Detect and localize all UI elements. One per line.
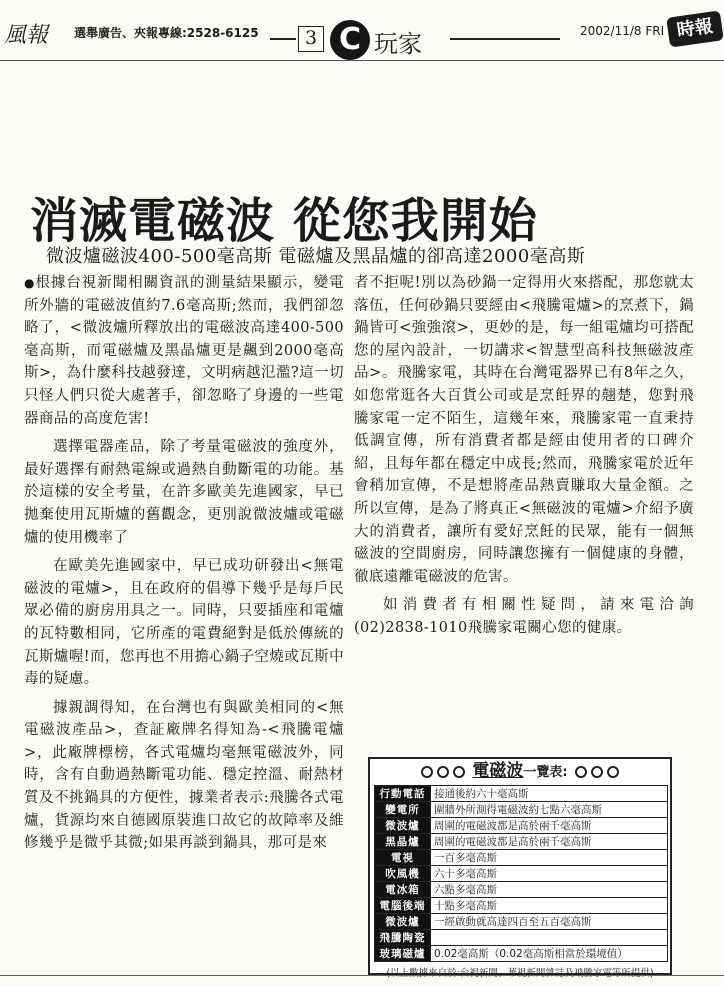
- article-paragraph: 者不拒呢!別以為砂鍋一定得用火來搭配，那您就太落伍，任何砂鍋只要經由<飛騰電爐>的烹煮下，鍋鍋皆可<強強滾>，更妙的是，每一組電爐均可搭配您的屋內設計，一切講求<智慧型高科技無磁波產品>。飛騰家電，其時在台灣電器界已有8年之久，如您常逛各大百貨公司或是烹飪界的翹楚，您對飛騰家電一定不陌生，這幾年來，飛騰家電一直秉持低調宣傳，所有消費者都是經由使用者的口碑介紹，且每年都在穩定中成長;然而，飛騰家電於近年會稍加宣傳，不是想將產品熱賣賺取大量金額。之所以宣傳，是為了將真正<無磁波的電爐>介紹予廣大的消費者，讓所有愛好烹飪的民眾，能有一個無磁波的空間廚房，同時讓您擁有一個健康的身體，徹底遠離電磁波的危害。: [354, 275, 694, 585]
- table-row: 玻璃磁爐 0.02毫高斯（0.02毫高斯相當於環境值）: [375, 946, 668, 962]
- ring-icon: [437, 766, 449, 778]
- ring-icon: [421, 766, 433, 778]
- table-row: 電腦後端 十點多毫高斯: [375, 898, 668, 914]
- issue-date: 2002/11/8 FRI: [580, 24, 665, 38]
- footer-divider: [0, 975, 724, 976]
- article-subhead: 微波爐磁波400-500毫高斯 電磁爐及黑晶爐的卻高達2000毫高斯: [46, 246, 586, 267]
- section-letter-badge: C: [330, 20, 370, 60]
- table-row: 吹風機 六十多毫高斯: [375, 866, 668, 882]
- article-column-left: [24, 272, 344, 861]
- emf-table: [374, 785, 668, 962]
- newspaper-brand: 風報: [4, 23, 49, 48]
- article-column-right: [354, 272, 694, 646]
- ring-icon: [607, 766, 619, 778]
- article-paragraph: 如消費者有相關性疑問，請來電洽詢(02)2838-1010飛騰家電關心您的健康。: [354, 597, 694, 636]
- header-rule: [450, 38, 560, 40]
- page-header: [0, 0, 724, 62]
- article-paragraph: 在歐美先進國家中，早已成功研發出<無電磁波的電爐>，且在政府的倡導下幾乎是每戶民眾必備的廚房用具之一。同時，只要插座和電爐的瓦特數相同，它所產的電費絕對是低於傳統的瓦斯爐喔!而，您再也不用擔心鍋子空燒或瓦斯中毒的疑慮。: [24, 558, 344, 688]
- page-number: 3: [298, 26, 324, 52]
- header-rule: [270, 38, 296, 40]
- article-paragraph: 選擇電器產品，除了考量電磁波的強度外，最好選擇有耐熱電線或過熱自動斷電的功能。基於這樣的安全考量，在許多歐美先進國家，早已拋棄使用瓦斯爐的舊觀念，更別說微波爐或電磁爐的使用機率了: [24, 439, 344, 546]
- article-headline: 消滅電磁波 從您我開始: [30, 193, 538, 249]
- corner-logo: 時報: [666, 10, 724, 47]
- article-paragraph: 據親調得知，在台灣也有與歐美相同的<無電磁波產品>，查証廠牌名得知為-<飛騰電爐>，此廠牌標榜，各式電爐均毫無電磁波外，同時，含有自動過熱斷電功能、穩定控溫、耐熱材質及不挑鍋具的方便性，據業者表示:飛騰各式電爐，貨源均來自德國原裝進口故它的故障率及維修幾乎是微乎其微;如果再談到鍋具，那可是來: [24, 699, 344, 852]
- table-row: 微波爐 一經啟動就高達四百至五百毫高斯: [375, 914, 668, 930]
- article-paragraph: ●根據台視新聞相關資訊的測量結果顯示，變電所外牆的電磁波值約7.6毫高斯;然而，我們卻忽略了，<微波爐所釋放出的電磁波高達400-500毫高斯，而電磁爐及黑晶爐更是飆到2000毫高斯>，為什麼科技越發達，文明病越氾濫?這一切只怪人們只從大處著手，卻忽略了身邊的一些電器商品的高度危害!: [24, 275, 345, 427]
- table-row: 黑晶爐 周圍的電磁波都是高於兩千毫高斯: [375, 834, 668, 850]
- table-row: 行動電話 接通後約六十毫高斯: [375, 786, 668, 802]
- emf-table-title: 電磁波一覽表:: [370, 759, 670, 783]
- table-row: 變電所 圍牆外所測得電磁波約七點六毫高斯: [375, 802, 668, 818]
- emf-table-note: (以上數據來自於:台視新聞、華視新聞雜誌及飛騰家電等所提供): [386, 968, 654, 979]
- table-row: 微波爐 周圍的電磁波都是高於兩千毫高斯: [375, 818, 668, 834]
- header-divider: [0, 60, 724, 61]
- ring-icon: [453, 766, 465, 778]
- table-row: 電冰箱 六點多毫高斯: [375, 882, 668, 898]
- bullet-icon: ●: [24, 276, 36, 290]
- table-row: 飛騰陶瓷: [375, 930, 668, 946]
- emf-table-box: [368, 757, 672, 979]
- ad-hotline: 選舉廣告、夾報專線:2528-6125: [74, 26, 259, 40]
- section-name: 玩家: [374, 30, 422, 58]
- ring-icon: [575, 766, 587, 778]
- ring-icon: [591, 766, 603, 778]
- table-row: 電視 一百多毫高斯: [375, 850, 668, 866]
